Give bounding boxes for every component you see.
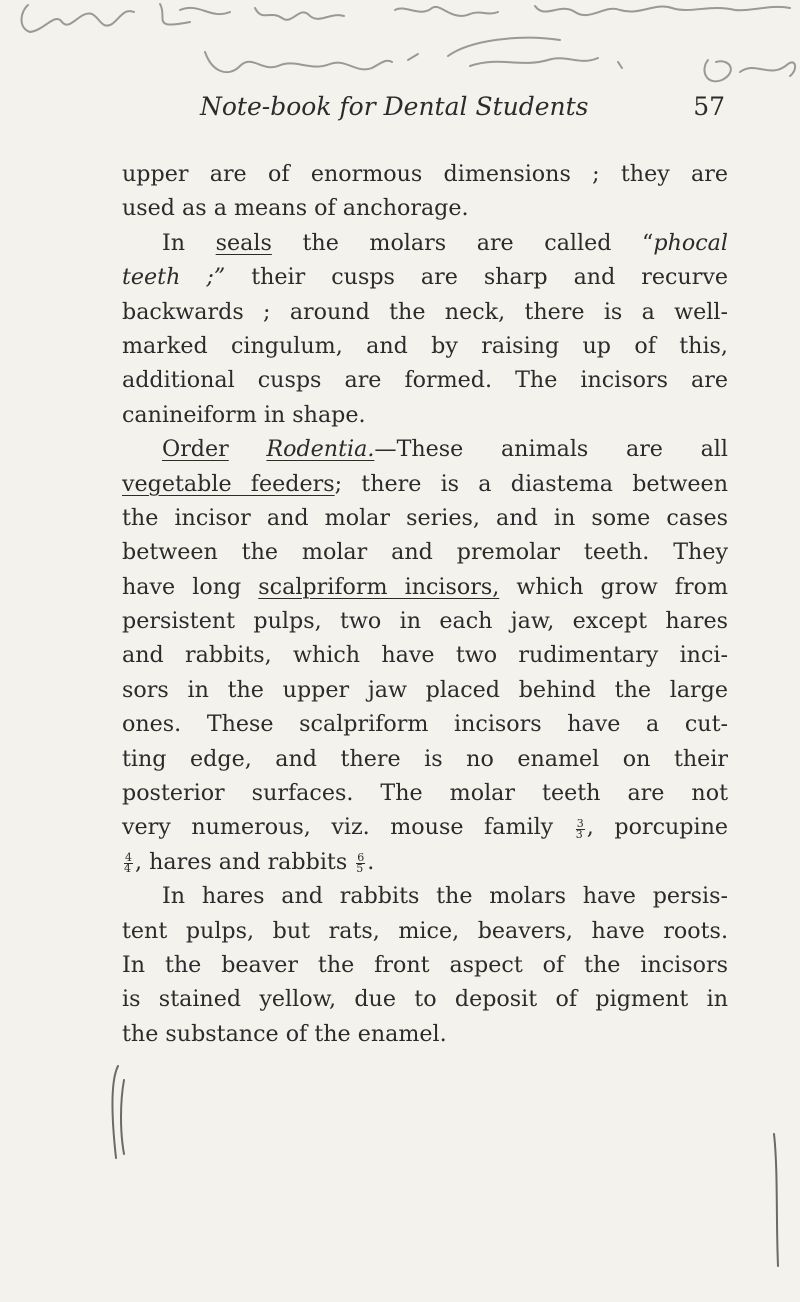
- text-line: vegetable feeders; there is a diastema between: [122, 470, 728, 497]
- text-line: backwards ; around the neck, there is a well-: [122, 298, 728, 325]
- running-title: Note-book for Dental Students: [200, 92, 589, 121]
- text-line: ones. These scalpriform incisors have a cut-: [122, 711, 728, 738]
- text-line: sors in the upper jaw placed behind the large: [122, 676, 728, 703]
- section-heading: Rodentia.: [266, 436, 375, 463]
- text-line: persistent pulps, two in each jaw, except hares: [122, 608, 728, 635]
- text-line: additional cusps are formed. The incisors are: [122, 367, 728, 394]
- text-line: very numerous, viz. mouse family $\frac{3}{3}$ , porcupine: [122, 814, 728, 841]
- text-line: $\frac{4}{4}$ , hares and rabbits $\frac{6}{5}$ .: [124, 848, 375, 876]
- text-line: upper are of enormous dimensions ; they are: [122, 161, 728, 187]
- fraction: $\frac{3}{3}$: [575, 816, 584, 841]
- text-line: In seals the molars are called “phocal: [162, 229, 728, 256]
- text-line: Order Rodentia.—These animals are all: [162, 436, 728, 463]
- text-line: the incisor and molar series, and in some cases: [122, 504, 728, 531]
- text-line: marked cingulum, and by raising up of this,: [122, 332, 728, 359]
- text-line: posterior surfaces. The molar teeth are not: [122, 780, 728, 807]
- text-line: tent pulps, but rats, mice, beavers, have roots.: [122, 917, 728, 944]
- text-line: teeth ;” their cusps are sharp and recurve: [122, 264, 728, 291]
- text-line: have long scalpriform incisors, which grow from: [122, 573, 728, 600]
- body-text: [122, 157, 728, 1051]
- underlined-term: scalpriform incisors,: [258, 573, 500, 600]
- text-line: In hares and rabbits the molars have persis-: [162, 883, 728, 910]
- text-line: In the beaver the front aspect of the incisors: [122, 951, 728, 978]
- text-line: used as a means of anchorage.: [122, 195, 469, 222]
- text-line: is stained yellow, due to deposit of pigment in: [122, 986, 728, 1013]
- fraction: $\frac{6}{5}$: [356, 851, 365, 876]
- text-line: canineiform in shape.: [122, 401, 366, 428]
- running-head: [200, 92, 725, 132]
- margin-pencil-mark: [766, 1130, 786, 1270]
- margin-pencil-mark: [100, 1062, 130, 1162]
- text-line: and rabbits, which have two rudimentary inci-: [122, 642, 728, 669]
- text-line: the substance of the enamel.: [122, 1020, 447, 1047]
- text-line: between the molar and premolar teeth. They: [122, 539, 728, 566]
- underlined-term: vegetable feeders: [122, 470, 335, 497]
- underlined-term: Order: [162, 436, 229, 463]
- page-number: 57: [693, 92, 725, 121]
- underlined-term: seals: [215, 229, 272, 256]
- fraction: $\frac{4}{4}$: [124, 851, 132, 876]
- text-line: ting edge, and there is no enamel on their: [122, 745, 728, 772]
